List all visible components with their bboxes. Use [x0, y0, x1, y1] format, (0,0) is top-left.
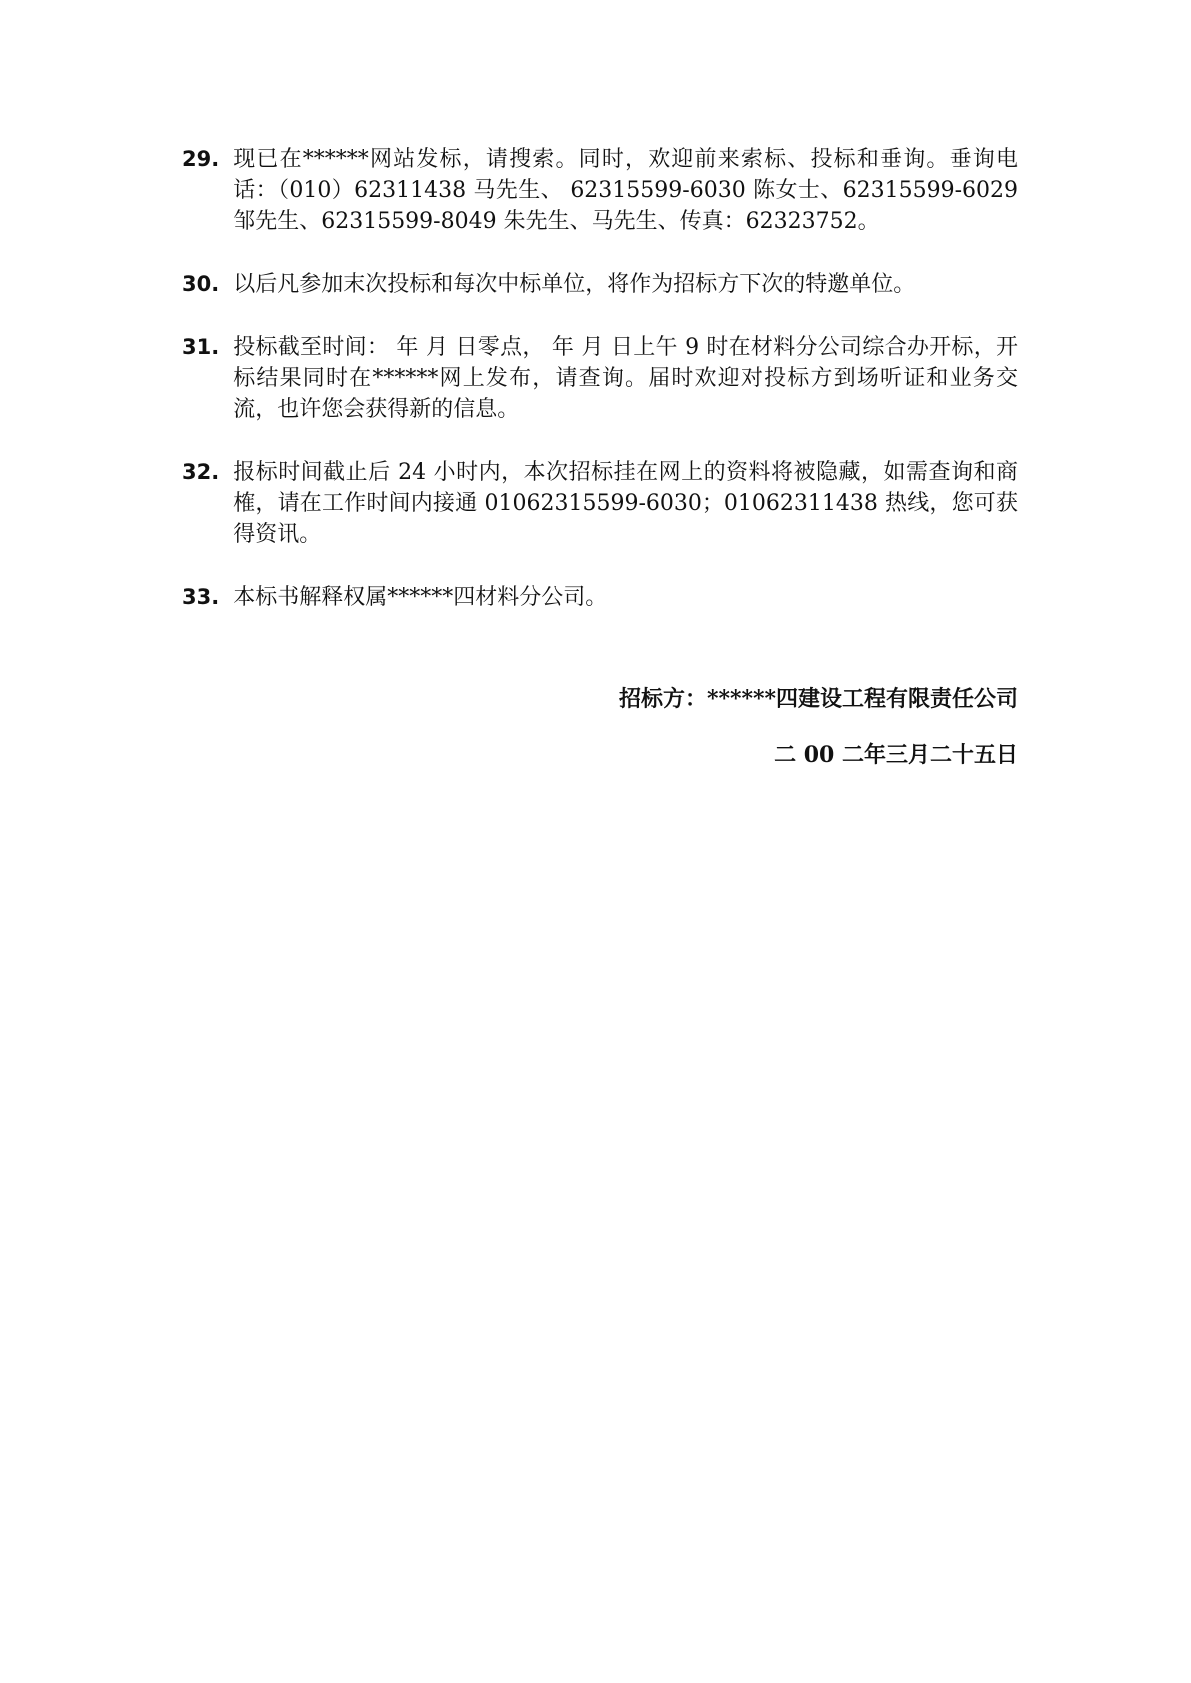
clause-text: 投标截至时间： 年 月 日零点， 年 月 日上午 9 时在材料分公司综合办开标，开标结果同时在******网上发布，请查询。届时欢迎对投标方到场听证和业务交流，也许您会获得新的信息。: [233, 335, 1018, 422]
clause-30: [182, 269, 1018, 300]
clause-number: 31.: [182, 335, 220, 359]
signature-block: [619, 684, 1018, 771]
clause-text: 以后凡参加末次投标和每次中标单位，将作为招标方下次的特邀单位。: [233, 272, 916, 297]
clause-number: 30.: [182, 272, 220, 296]
clause-text: 报标时间截止后 24 小时内，本次招标挂在网上的资料将被隐藏，如需查询和商榷，请在工作时间内接通 01062315599-6030；01062311438 热线，您可获得资讯。: [233, 460, 1018, 547]
clause-number: 29.: [182, 147, 220, 171]
clause-33: [182, 582, 1018, 613]
clause-31: [182, 332, 1018, 425]
clause-29: [182, 144, 1018, 237]
clause-number: 33.: [182, 585, 220, 609]
issue-date: 二 00 二年三月二十五日: [774, 742, 1018, 768]
clause-list: [182, 144, 1018, 645]
clause-number: 32.: [182, 460, 220, 484]
issuer-name: 招标方：******四建设工程有限责任公司: [618, 686, 1018, 712]
clause-text: 现已在******网站发标，请搜索。同时，欢迎前来索标、投标和垂询。垂询电话：（010）62311438 马先生、 62315599-6030 陈女士、62315599-6029 邹先生、62315599-8049 朱先生、马先生、传真：62323752。: [233, 147, 1018, 234]
clause-text: 本标书解释权属******四材料分公司。: [233, 585, 608, 610]
clause-32: [182, 457, 1018, 550]
